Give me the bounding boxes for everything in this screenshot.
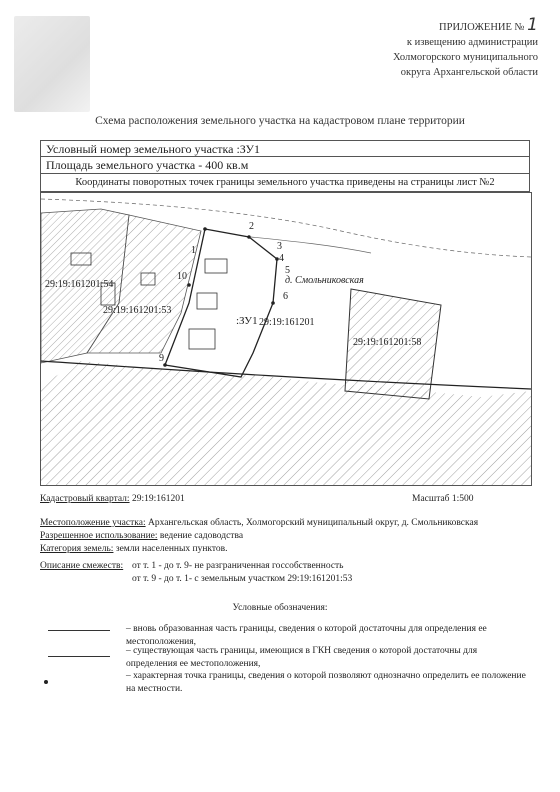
scale-label: Масштаб 1:500 bbox=[412, 494, 474, 504]
point-6: 6 bbox=[283, 291, 288, 302]
location-line: Местоположение участка: Архангельская область, Холмогорский муниципальный округ, д. Смольниковская bbox=[40, 518, 479, 528]
cadastral-map bbox=[40, 192, 532, 486]
legend-item-3: – характерная точка границы, сведения о которой позволяют однозначно определить ее положение на местности. bbox=[126, 671, 526, 694]
appendix-block bbox=[318, 15, 538, 80]
use-line: Разрешенное использование: ведение садоводства bbox=[40, 531, 244, 541]
point-4: 4 bbox=[279, 253, 284, 264]
conditional-number-row: Условный номер земельного участка :ЗУ1 bbox=[40, 140, 530, 157]
scan-smudge bbox=[14, 16, 90, 112]
road-edge-2 bbox=[251, 237, 371, 253]
document-title: Схема расположения земельного участка на кадастровом плане территории bbox=[95, 115, 465, 127]
appendix-title: ПРИЛОЖЕНИЕ № 1 bbox=[439, 15, 538, 35]
legend-point-icon bbox=[44, 680, 48, 684]
legend-item-2: – существующая часть границы, имеющися в ГКН сведения о которой достаточны для определения ее местоположения, bbox=[126, 646, 478, 669]
adjacency-line-2: от т. 9 - до т. 1- с земельным участком 29:19:161201:53 bbox=[132, 574, 353, 584]
appendix-line-1: к извещению администрации bbox=[406, 37, 538, 48]
appendix-line-3: округа Архангельской области bbox=[400, 67, 538, 78]
point-1: 1 bbox=[191, 245, 196, 256]
quarter-line: Кадастровый квартал: 29:19:161201 bbox=[40, 494, 185, 504]
adjacency-label: Описание смежеств: bbox=[40, 561, 124, 571]
label-parcel-53: 29:19:161201:53 bbox=[103, 305, 172, 316]
label-street: д. Смольниковская bbox=[285, 275, 364, 286]
label-zu1: :ЗУ1 bbox=[236, 315, 258, 327]
adjacency-line-1: от т. 1 - до т. 9- не разграниченная госсобственность bbox=[132, 561, 344, 571]
point-9: 9 bbox=[159, 353, 164, 364]
lower-hatch-area bbox=[41, 361, 531, 485]
label-parcel-54: 29:19:161201:54 bbox=[45, 279, 114, 290]
label-quarter: 29:19:161201 bbox=[259, 317, 315, 328]
map-drawing bbox=[41, 193, 531, 485]
point-2: 2 bbox=[249, 221, 254, 232]
appendix-line-2: Холмогорского муниципального bbox=[392, 52, 538, 63]
area-row: Площадь земельного участка - 400 кв.м bbox=[40, 157, 530, 174]
legend-item-1: – вновь образованная часть границы, сведения о которой достаточны для определения ее местоположения, bbox=[126, 624, 487, 647]
coordinates-note-row: Координаты поворотных точек границы земельного участка приведены на страницы лист №2 bbox=[40, 174, 530, 192]
point-5: 5 bbox=[285, 265, 290, 276]
appendix-number: 1 bbox=[527, 15, 538, 35]
label-parcel-58: 29:19:161201:58 bbox=[353, 337, 422, 348]
legend-title: Условные обозначения: bbox=[232, 603, 328, 613]
legend-new-boundary-line bbox=[48, 630, 110, 631]
legend-existing-boundary-line bbox=[48, 656, 110, 657]
point-3: 3 bbox=[277, 241, 282, 252]
point-10: 10 bbox=[177, 271, 187, 282]
category-line: Категория земель: земли населенных пунктов. bbox=[40, 544, 228, 554]
